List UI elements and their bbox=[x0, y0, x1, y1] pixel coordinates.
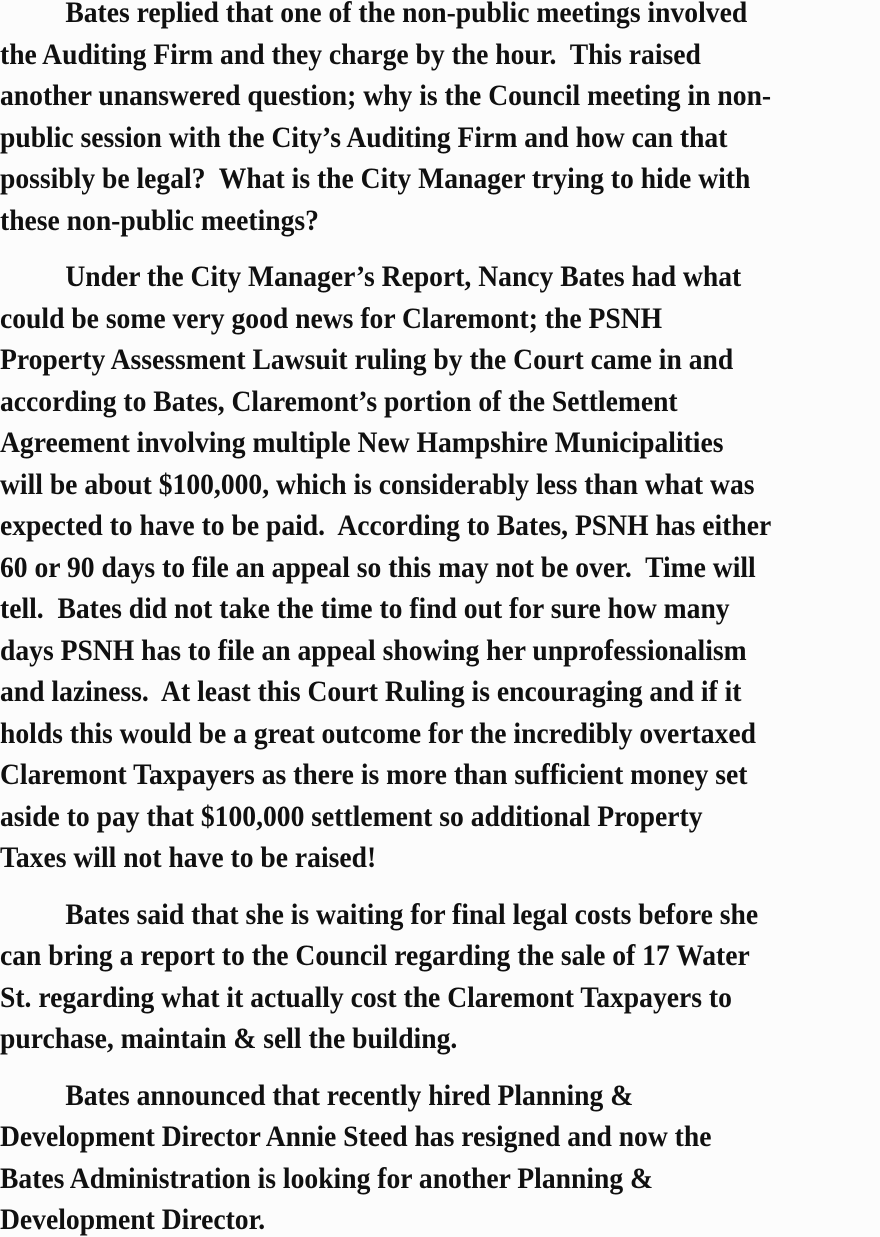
text-line: Development Director Annie Steed has resigned and now the bbox=[0, 1120, 712, 1153]
text-line: the Auditing Firm and they charge by the hour. This raised bbox=[0, 37, 701, 71]
text-line: Claremont Taxpayers as there is more than sufficient money set bbox=[0, 758, 748, 791]
text-line: Bates Administration is looking for another Planning & bbox=[0, 1161, 654, 1195]
text-line: Bates announced that recently hired Planning & bbox=[65, 1078, 634, 1112]
text-line: can bring a report to the Council regarding the sale of 17 Water bbox=[0, 939, 750, 972]
text-line: 60 or 90 days to file an appeal so this may not be over. Time will bbox=[0, 550, 756, 584]
text-line: another unanswered question; why is the Council meeting in non- bbox=[0, 79, 772, 112]
text-line: Under the City Manager’s Report, Nancy Bates had what bbox=[65, 260, 742, 293]
text-line: Development Director. bbox=[0, 1203, 266, 1236]
text-line: Property Assessment Lawsuit ruling by the Court came in and bbox=[0, 343, 734, 376]
text-line: and laziness. At least this Court Ruling is encouraging and if it bbox=[0, 675, 742, 708]
paragraph-3 bbox=[0, 894, 880, 1060]
paragraph-4 bbox=[0, 1075, 880, 1237]
text-line: will be about $100,000, which is considerably less than what was bbox=[0, 467, 755, 501]
text-line: holds this would be a great outcome for the incredibly overtaxed bbox=[0, 716, 756, 750]
text-line: expected to have to be paid. According to Bates, PSNH has either bbox=[0, 509, 772, 542]
text-line: these non-public meetings? bbox=[0, 203, 319, 237]
text-line: Agreement involving multiple New Hampshire Municipalities bbox=[0, 426, 724, 459]
text-line: possibly be legal? What is the City Manager trying to hide with bbox=[0, 162, 751, 195]
text-line: Bates replied that one of the non-public meetings involved bbox=[65, 0, 748, 29]
paragraph-2 bbox=[0, 256, 880, 879]
text-line: Taxes will not have to be raised! bbox=[0, 841, 377, 874]
text-line: St. regarding what it actually cost the Claremont Taxpayers to bbox=[0, 980, 732, 1014]
text-line: tell. Bates did not take the time to find out for sure how many bbox=[0, 592, 730, 625]
paragraph-1 bbox=[0, 0, 880, 241]
text-line: could be some very good news for Claremont; the PSNH bbox=[0, 301, 663, 335]
text-line: Bates said that she is waiting for final legal costs before she bbox=[65, 897, 759, 931]
text-line: according to Bates, Claremont’s portion of the Settlement bbox=[0, 384, 678, 418]
text-line: days PSNH has to file an appeal showing her unprofessionalism bbox=[0, 633, 747, 667]
text-line: aside to pay that $100,000 settlement so additional Property bbox=[0, 799, 703, 833]
text-line: purchase, maintain & sell the building. bbox=[0, 1022, 458, 1055]
text-line: public session with the City’s Auditing Firm and how can that bbox=[0, 120, 728, 154]
